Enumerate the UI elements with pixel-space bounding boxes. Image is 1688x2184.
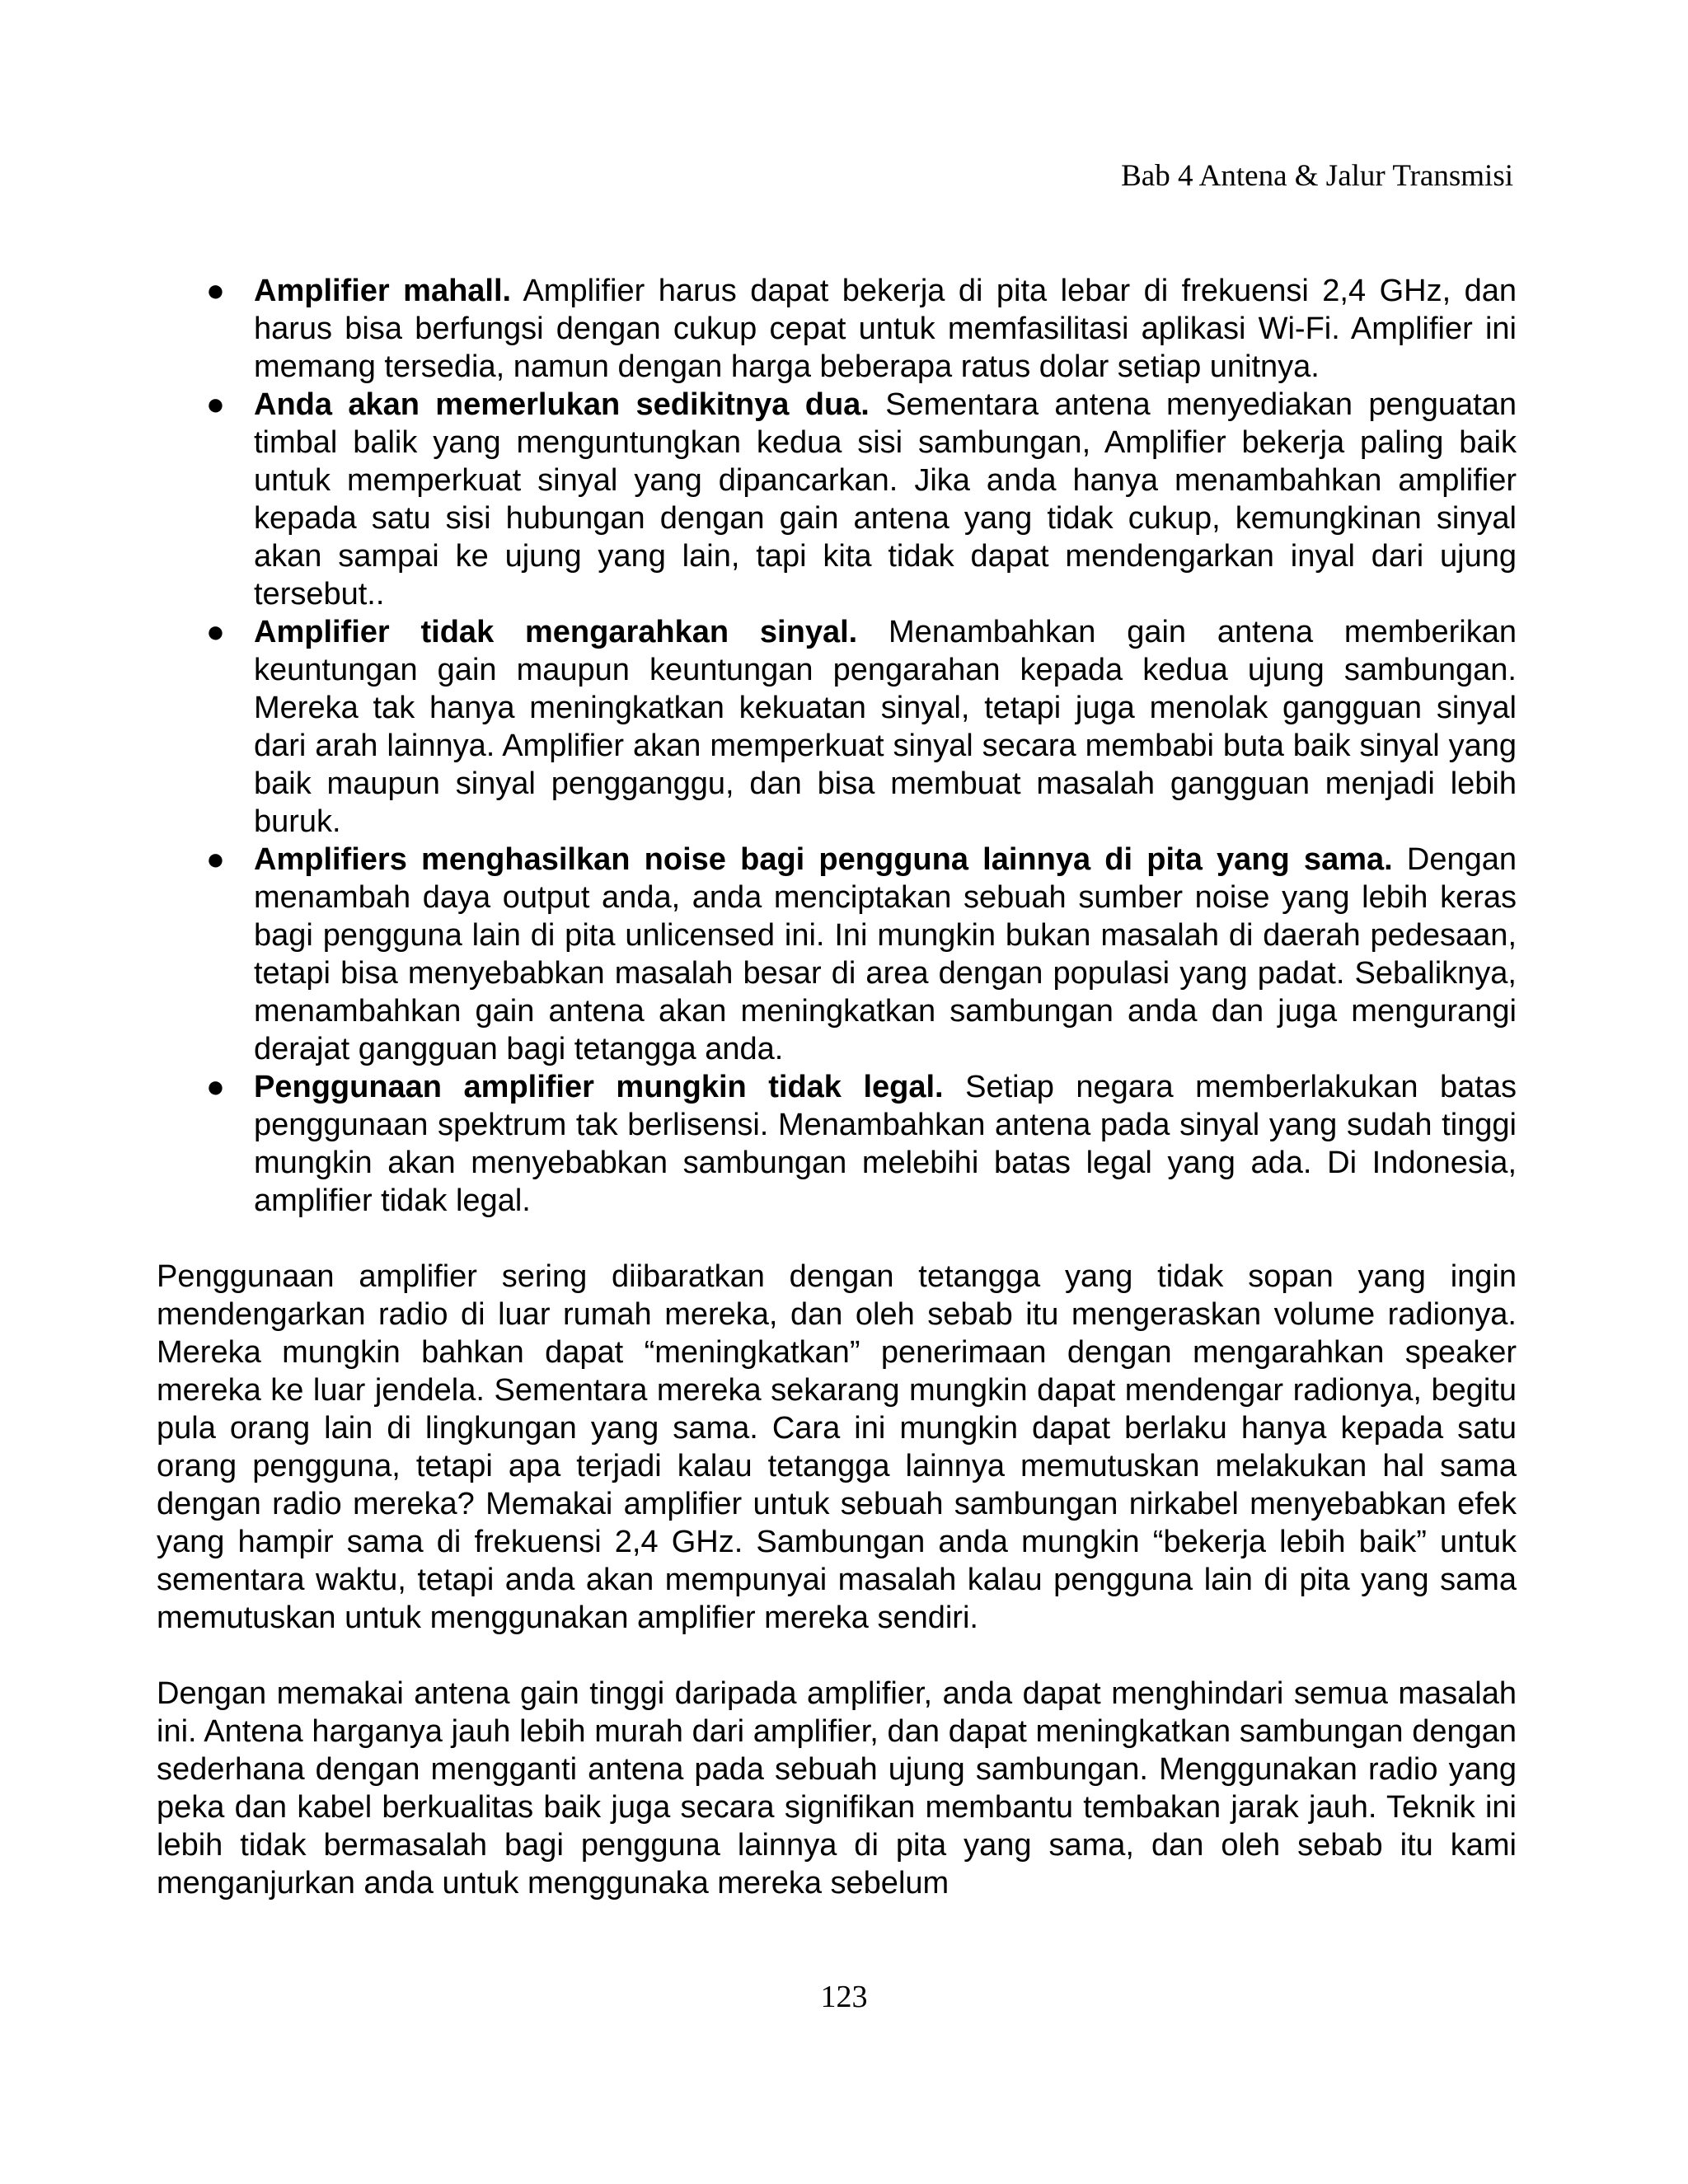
bullet-lead: Amplifier tidak mengarahkan sinyal. <box>254 615 858 649</box>
bullet-lead: Penggunaan amplifier mungkin tidak legal. <box>254 1070 944 1104</box>
running-header: Bab 4 Antena & Jalur Transmisi <box>1121 159 1513 193</box>
bullet-text: Sementara antena menyediakan penguatan timbal balik yang menguntungkan kedua sisi sambungan, Amplifier bekerja paling baik untuk memperkuat sinyal yang dipancarkan. Jika anda hanya menambahkan amplifier kepada satu sisi hubungan dengan gain antena yang tidak cukup, kemungkinan sinyal akan sampai ke ujung yang lain, tapi kita tidak dapat mendengarkan inyal dari ujung tersebut.. <box>254 387 1517 612</box>
bullet-text: Amplifier harus dapat bekerja di pita lebar di frekuensi 2,4 GHz, dan harus bisa berfungsi dengan cukup cepat untuk memfasilitasi aplikasi Wi-Fi. Amplifier ini memang tersedia, namun dengan harga beberapa ratus dolar setiap unitnya. <box>254 274 1517 384</box>
bullet-text: Dengan menambah daya output anda, anda menciptakan sebuah sumber noise yang lebih keras bagi pengguna lain di pita unlicensed ini. Ini mungkin bukan masalah di daerah pedesaan, tetapi bisa menyebabkan masalah besar di area dengan populasi yang padat. Sebaliknya, menambahkan gain antena akan meningkatkan sambungan anda dan juga mengurangi derajat gangguan bagi tetangga anda. <box>254 842 1517 1066</box>
bullet-icon: ● <box>206 842 225 877</box>
bullet-icon: ● <box>206 387 225 422</box>
bullet-icon: ● <box>206 615 225 649</box>
bullet-item <box>206 1068 1517 1220</box>
bullet-icon: ● <box>206 274 225 308</box>
bullet-item <box>206 613 1517 841</box>
page-number: 123 <box>820 1980 868 2014</box>
bullet-item <box>206 272 1517 386</box>
bullet-lead: Anda akan memerlukan sedikitnya dua. <box>254 387 870 422</box>
body-paragraph: Penggunaan amplifier sering diibaratkan dengan tetangga yang tidak sopan yang ingin mendengarkan radio di luar rumah mereka, dan oleh sebab itu mengeraskan volume radionya. Mereka mungkin bahkan dapat “meningkatkan” penerimaan dengan mengarahkan speaker mereka ke luar jendela. Sementara mereka sekarang mungkin dapat mendengar radionya, begitu pula orang lain di lingkungan yang sama. Cara ini mungkin dapat berlaku hanya kepada satu orang pengguna, tetapi apa terjadi kalau tetangga lainnya memutuskan melakukan hal sama dengan radio mereka? Memakai amplifier untuk sebuah sambungan nirkabel menyebabkan efek yang hampir sama di frekuensi 2,4 GHz. Sambungan anda mungkin “bekerja lebih baik” untuk sementara waktu, tetapi anda akan mempunyai masalah kalau pengguna lain di pita yang sama memutuskan untuk menggunakan amplifier mereka sendiri. <box>157 1259 1517 1635</box>
bullet-text: Setiap negara memberlakukan batas penggunaan spektrum tak berlisensi. Menambahkan antena pada sinyal yang sudah tinggi mungkin akan menyebabkan sambungan melebihi batas legal yang ada. Di Indonesia, amplifier tidak legal. <box>254 1070 1517 1218</box>
bullet-lead: Amplifier mahall. <box>254 274 512 308</box>
bullet-item <box>206 386 1517 613</box>
body-paragraph: Dengan memakai antena gain tinggi daripada amplifier, anda dapat menghindari semua masalah ini. Antena harganya jauh lebih murah dari amplifier, dan dapat meningkatkan sambungan dengan sederhana dengan mengganti antena pada sebuah ujung sambungan. Menggunakan radio yang peka dan kabel berkualitas baik juga secara signifikan membantu tembakan jarak jauh. Teknik ini lebih tidak bermasalah bagi pengguna lainnya di pita yang sama, dan oleh sebab itu kami menganjurkan anda untuk menggunaka mereka sebelum <box>157 1676 1517 1900</box>
page-body <box>157 272 1517 1902</box>
bullet-icon: ● <box>206 1070 225 1104</box>
bullet-text: Menambahkan gain antena memberikan keuntungan gain maupun keuntungan pengarahan kepada kedua ujung sambungan. Mereka tak hanya meningkatkan kekuatan sinyal, tetapi juga menolak gangguan sinyal dari arah lainnya. Amplifier akan memperkuat sinyal secara membabi buta baik sinyal yang baik maupun sinyal pengganggu, dan bisa membuat masalah gangguan menjadi lebih buruk. <box>254 615 1517 839</box>
bullet-item <box>206 841 1517 1068</box>
bullet-list <box>157 272 1517 1220</box>
bullet-lead: Amplifiers menghasilkan noise bagi pengguna lainnya di pita yang sama. <box>254 842 1393 877</box>
